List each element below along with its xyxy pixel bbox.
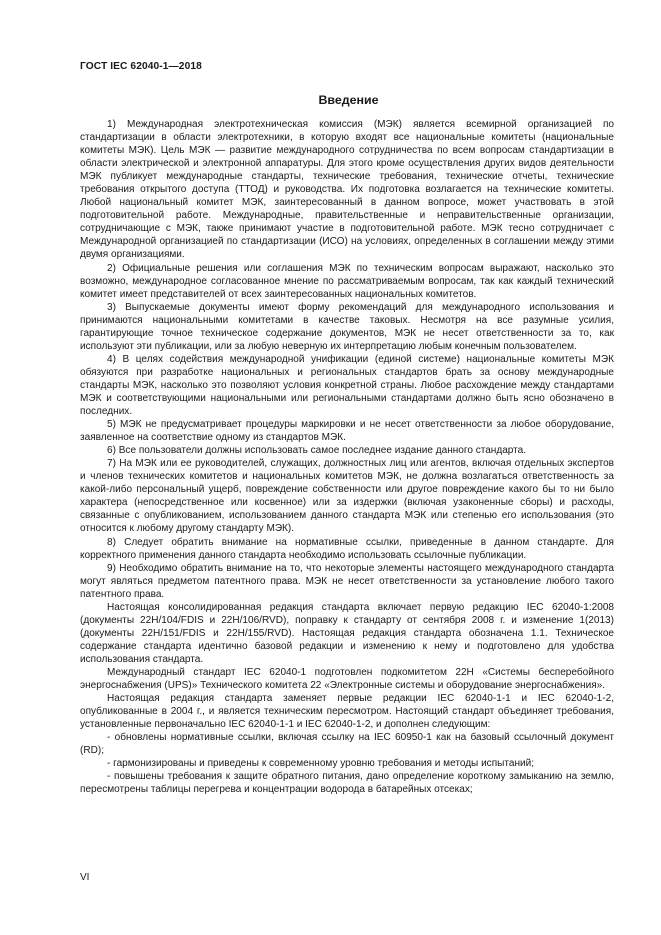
document-body xyxy=(80,118,614,796)
list-item-references: - обновлены нормативные ссылки, включая ссылку на IEC 60950-1 как на базовый ссылочный документ (RD); xyxy=(80,732,614,757)
paragraph-5: 5) МЭК не предусматривает процедуры маркировки и не несет ответственности за любое оборудование, заявленное на соответствие одному из стандартов МЭК. xyxy=(80,419,614,444)
list-item-backfeed: - повышены требования к защите обратного питания, дано определение короткому замыканию на землю, пересмотрены таблицы перегрева и концентрации водорода в батарейных отсеках; xyxy=(80,771,614,796)
section-title: Введение xyxy=(318,93,379,107)
paragraph-3: 3) Выпускаемые документы имеют форму рекомендаций для международного использования и принимаются национальными комитетами в качестве таковых. Несмотря на все разумные усилия, гарантирующие точное техническое содержание документов, МЭК не несет ответственности за то, как используют эти публикации, или за любую неверную их интерпретацию любым конечным пользователем. xyxy=(80,301,614,352)
list-item-harmonized: - гармонизированы и приведены к современному уровню требования и методы испытаний; xyxy=(107,758,535,770)
paragraph-revision: Настоящая редакция стандарта заменяет первые редакции IEC 62040-1-1 и IEC 62040-1-2, опубликованные в 2004 г., и является техническим пересмотром. Настоящий стандарт объединяет требования, установленные первоначально IEC 62040-1-1 и IEC 62040-1-2, и дополнен следующим: xyxy=(80,693,614,731)
paragraph-2: 2) Официальные решения или соглашения МЭК по техническим вопросам выражают, насколько это возможно, международное согласованное мнение по рассматриваемым вопросам, так как каждый технический комитет имеет представителей от всех заинтересованных национальных комитетов. xyxy=(80,262,614,300)
document-header: ГОСТ IEC 62040-1—2018 xyxy=(80,61,202,72)
paragraph-9: 9) Необходимо обратить внимание на то, что некоторые элементы настоящего международного стандарта могут являться предметом патентного права. МЭК не несет ответственности за установление любого такого патентного права. xyxy=(80,562,614,600)
paragraph-consolidated-edition: Настоящая консолидированная редакция стандарта включает первую редакцию IEC 62040-1:2008 (документы 22H/104/FDIS и 22H/106/RVD), поправку к стандарту от сентября 2008 г. и изменение 1(2013) (документы 22H/151/FDIS и 22H/155/RVD). Настоящая редакция стандарта обозначена 1.1. Техническое содержание стандарта идентично базовой редакции и изменению к нему и подготовлено для удобства использования стандарта. xyxy=(80,601,614,665)
page-number: VI xyxy=(80,872,90,883)
paragraph-4: 4) В целях содействия международной унификации (единой системе) национальные комитеты МЭК обязуются при разработке национальных и региональных стандартов брать за основу международные стандарты МЭК, насколько это позволяют условия конкретной страны. Любое расхождение между стандартами МЭК и соответствующими национальными или региональными стандартами должно быть ясно обозначено в последних. xyxy=(80,353,614,418)
paragraph-7: 7) На МЭК или ее руководителей, служащих, должностных лиц или агентов, включая отдельных экспертов и членов технических комитетов и национальных комитетов МЭК, не должна возлагаться ответственность за какой-либо персональный ущерб, повреждение собственности или другое повреждение какого бы то ни было характера (непосредственное или косвенное) или за издержки (включая узаконенные сборы) и расходы, связанные с опубликованием, использованием данного стандарта МЭК или степенью его использования (это относится к любому другому стандарту МЭК). xyxy=(80,458,614,535)
paragraph-1: 1) Международная электротехническая комиссия (МЭК) является всемирной организацией по стандартизации в области электротехники, в которую входят все национальные комитеты (национальные комитеты МЭК). Цель МЭК — развитие международного сотрудничества по всем вопросам стандартизации в области электрической и электронной аппаратуры. Для этого кроме осуществления других видов деятельности МЭК публикует международные стандарты, технические требования, технические отчеты, технические требования открытого доступа (ТТОД) и руководства. Их подготовка возлагается на технические комитеты. Любой национальный комитет МЭК, заинтересованный в данном вопросе, может участвовать в этой подготовительной работе. Международные, правительственные и неправительственные организации, сотрудничающие с МЭК, также принимают участие в подготовительной работе. МЭК тесно сотрудничает с Международной организацией по стандартизации (ИСО) на условиях, определенных в соглашении между этими двумя организациями. xyxy=(80,119,614,261)
paragraph-6: 6) Все пользователи должны использовать самое последнее издание данного стандарта. xyxy=(107,445,527,457)
paragraph-8: 8) Следует обратить внимание на нормативные ссылки, приведенные в данном стандарте. Для корректного применения данного стандарта необходимо использовать ссылочные публикации. xyxy=(80,536,614,561)
paragraph-subcommittee: Международный стандарт IEC 62040-1 подготовлен подкомитетом 22H «Системы бесперебойного энергоснабжения (UPS)» Технического комитета 22 «Электронные системы и оборудование энергоснабжения». xyxy=(80,666,614,692)
